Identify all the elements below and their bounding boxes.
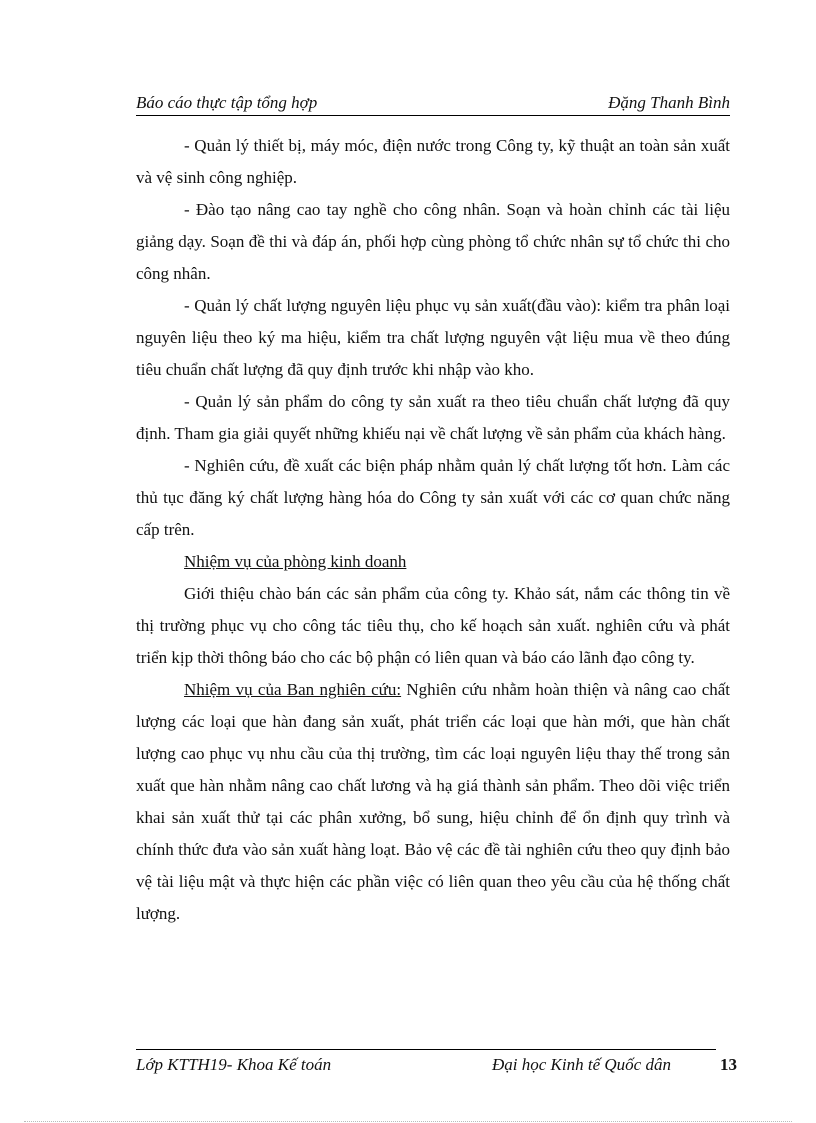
paragraph-research-duties	[136, 674, 730, 930]
footer-class-department: Lớp KTTH19- Khoa Kế toán	[136, 1055, 332, 1074]
paragraph-product-quality: - Quản lý sản phẩm do công ty sản xuất ra theo tiêu chuẩn chất lượng đã quy định. Tham gia giải quyết những khiếu nại về chất lượng về sản phẩm của khách hàng.	[136, 392, 730, 443]
paragraph-research-proposals: - Nghiên cứu, đề xuất các biện pháp nhằm quản lý chất lượng tốt hơn. Làm các thủ tục đăng ký chất lượng hàng hóa do Công ty sản xuất với các cơ quan chức năng cấp trên.	[136, 456, 730, 539]
sales-heading-text: Nhiệm vụ của phòng kinh doanh	[184, 552, 407, 571]
footer-divider	[136, 1049, 716, 1050]
page-number: 13	[720, 1055, 737, 1074]
page-bottom-border	[24, 1121, 792, 1122]
paragraph-training: - Đào tạo nâng cao tay nghề cho công nhân. Soạn và hoàn chỉnh các tài liệu giảng dạy. Soạn đề thi và đáp án, phối hợp cùng phòng tổ chức nhân sự tổ chức thi cho công nhân.	[136, 200, 730, 283]
section-heading-sales	[136, 546, 730, 578]
footer-university: Đại học Kinh tế Quốc dân	[492, 1055, 671, 1074]
header-author-name: Đặng Thanh Bình	[608, 93, 730, 112]
research-heading-text: Nhiệm vụ của Ban nghiên cứu:	[184, 680, 402, 699]
paragraph-material-quality: - Quản lý chất lượng nguyên liệu phục vụ sản xuất(đầu vào): kiểm tra phân loại nguyên liệu theo ký ma hiệu, kiểm tra chất lượng nguyên vật liệu mua về theo đúng tiêu chuẩn chất lượng đã quy định trước khi nhập vào kho.	[136, 296, 730, 379]
research-duties-text: Nghiên cứu nhằm hoàn thiện và nâng cao chất lượng các loại que hàn đang sản xuất, phát triển các loại que hàn mới, que hàn chất lượng cao phục vụ nhu cầu của thị trường, tìm các loại nguyên liệu thay thế trong sản xuất que hàn nhằm nâng cao chất lương và hạ giá thành sản phẩm. Theo dõi việc triển khai sản xuất thử tại các phân xưởng, bổ sung, hiệu chỉnh để ổn định quy trình và chính thức đưa vào sản xuất hàng loạt. Bảo vệ các đề tài nghiên cứu theo quy định bảo vệ tài liệu mật và thực hiện các phần việc có liên quan theo yêu cầu của hệ thống chất lượng.	[136, 680, 731, 923]
paragraph-equipment-management: - Quản lý thiết bị, máy móc, điện nước trong Công ty, kỹ thuật an toàn sản xuất và vệ sinh công nghiệp.	[136, 136, 730, 187]
header-report-title: Báo cáo thực tập tổng hợp	[136, 93, 318, 112]
page-header	[136, 92, 730, 116]
document-body	[136, 130, 730, 930]
paragraph-sales-duties: Giới thiệu chào bán các sản phẩm của công ty. Khảo sát, nắm các thông tin về thị trường phục vụ cho công tác tiêu thụ, cho kế hoạch sản xuất. nghiên cứu và phát triển kịp thời thông báo cho các bộ phận có liên quan và báo cáo lãnh đạo công ty.	[136, 584, 730, 667]
